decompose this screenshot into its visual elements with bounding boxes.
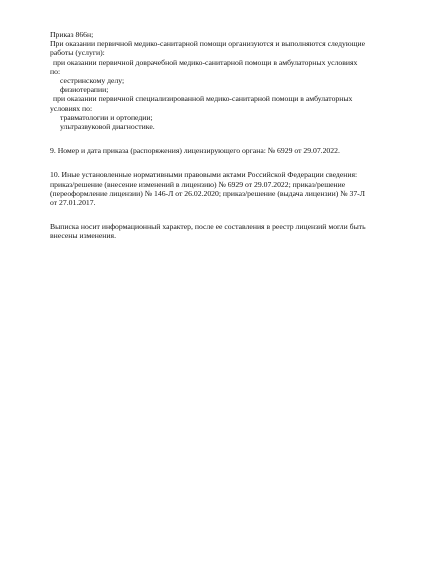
service-traumatology: травматологии и ортопедии;	[60, 112, 153, 122]
services-section	[50, 30, 410, 131]
service-physiotherapy: физиотерапии;	[60, 85, 109, 95]
order-reference: Приказ 866н;	[50, 30, 94, 39]
specialized-care-heading: при оказании первичной специализированной медико-санитарной помощи в амбулаторных	[53, 94, 353, 104]
item-9-section	[50, 146, 410, 155]
spacer	[50, 207, 410, 222]
document-text	[50, 30, 410, 241]
other-info-heading: 10. Иные установленные нормативными правовыми актами Российской Федерации сведения:	[50, 170, 358, 180]
services-intro: При оказании первичной медико-санитарной помощи организуются и выполняются следующие	[50, 39, 366, 49]
other-info-line: приказ/решение (внесение изменений в лицензию) № 6929 от 29.07.2022; приказ/решение	[50, 179, 346, 189]
item-10-section	[50, 170, 410, 207]
service-nursing: сестринскому делу;	[60, 76, 125, 86]
spacer	[50, 155, 410, 170]
order-number-date: 9. Номер и дата приказа (распоряжения) лицензирующего органа: № 6929 от 29.07.2022.	[50, 146, 340, 156]
prehospital-care-heading: при оказании первичной доврачебной медико-санитарной помощи в амбулаторных условиях	[53, 57, 358, 67]
specialized-care-heading-continued: условиях по:	[50, 103, 93, 113]
disclaimer-section	[50, 222, 410, 240]
disclaimer-text: Выписка носит информационный характер, после ее составления в реестр лицензий могли быть	[50, 222, 366, 232]
other-info-line: от 27.01.2017.	[50, 198, 96, 208]
spacer	[50, 131, 410, 146]
prehospital-care-heading-continued: по:	[50, 66, 61, 76]
service-ultrasound: ультразвуковой диагностике.	[60, 122, 155, 132]
services-intro-continued: работы (услуги):	[50, 48, 105, 58]
other-info-line: (переоформление лицензии) № 146-Л от 26.02.2020; приказ/решение (выдача лицензии) № 37-Л	[50, 188, 365, 198]
disclaimer-text-continued: внесены изменения.	[50, 231, 116, 241]
